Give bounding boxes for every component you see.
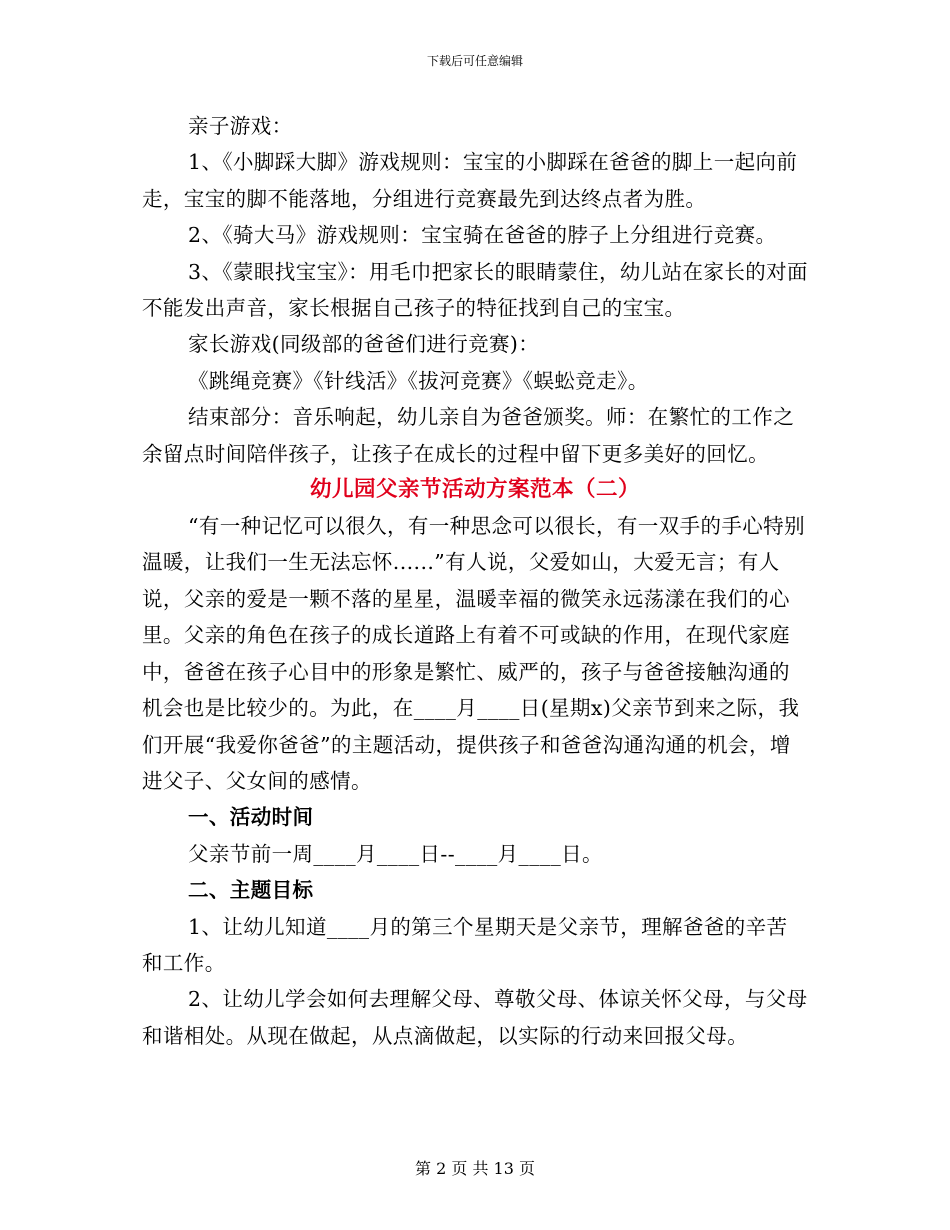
paragraph-intro: “有一种记忆可以很久，有一种思念可以很长，有一双手的手心特别温暖，让我们一生无法忘怀......”有人说，父爱如山，大爱无言；有人说，父亲的爱是一颗不落的星星，温暖幸福的微笑永远荡漾在我们的心里。父亲的角色在孩子的成长道路上有着不可或缺的作用，在现代家庭中，爸爸在孩子心目中的形象是繁忙、威严的，孩子与爸爸接触沟通的机会也是比较少的。为此，在____月____日(星期x)父亲节到来之际，我们开展“我爱你爸爸”的主题活动，提供孩子和爸爸沟通沟通的机会，增进父子、父女间的感情。 [142, 514, 805, 793]
document-title: 幼儿园父亲节活动方案范本（二） [309, 477, 640, 503]
paragraph-parent-games: 家长游戏(同级部的爸爸们进行竞赛)： [188, 332, 540, 357]
document-body [142, 108, 808, 1054]
paragraph-activity-time: 父亲节前一周____月____日--____月____日。 [188, 841, 603, 866]
page-header-note: 下载后可任意编辑 [426, 54, 523, 68]
section-heading-time: 一、活动时间 [188, 805, 314, 830]
paragraph-game-list: 《跳绳竞赛》《针线活》《拔河竞赛》《蜈蚣竞走》。 [188, 368, 649, 393]
page-footer: 第 2 页 共 13 页 [415, 1159, 535, 1178]
paragraph-game-2: 2、《骑大马》游戏规则：宝宝骑在爸爸的脖子上分组进行竞赛。 [188, 223, 777, 248]
paragraph-parent-child-games: 亲子游戏： [188, 114, 293, 138]
paragraph-game-3: 3、《蒙眼找宝宝》：用毛巾把家长的眼睛蒙住，幼儿站在家长的对面不能发出声音，家长根据自己孩子的特征找到自己的宝宝。 [142, 259, 808, 321]
paragraph-game-1: 1、《小脚踩大脚》游戏规则：宝宝的小脚踩在爸爸的脚上一起向前走，宝宝的脚不能落地，分组进行竞赛最先到达终点者为胜。 [142, 150, 798, 211]
paragraph-goal-2: 2、让幼儿学会如何去理解父母、尊敬父母、体谅关怀父母，与父母和谐相处。从现在做起，从点滴做起，以实际的行动来回报父母。 [142, 987, 808, 1048]
section-heading-goals: 二、主题目标 [188, 878, 314, 903]
paragraph-goal-1: 1、让幼儿知道____月的第三个星期天是父亲节，理解爸爸的辛苦和工作。 [142, 914, 788, 975]
paragraph-ending: 结束部分：音乐响起，幼儿亲自为爸爸颁奖。师：在繁忙的工作之余留点时间陪伴孩子，让孩子在成长的过程中留下更多美好的回忆。 [142, 405, 795, 466]
